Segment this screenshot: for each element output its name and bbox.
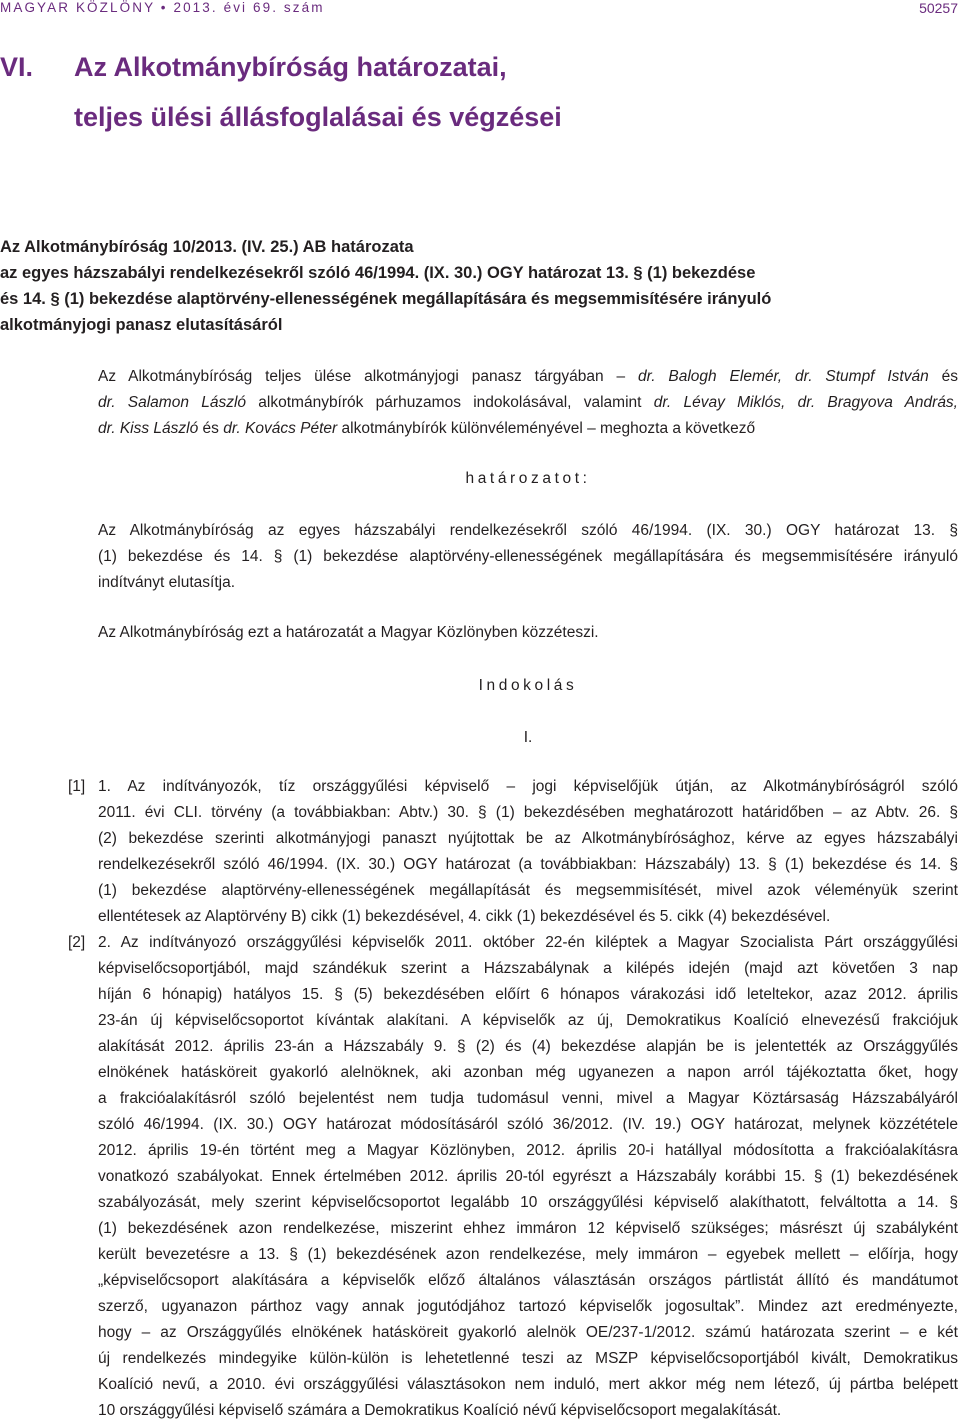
text-line: indítványt elutasítja. bbox=[98, 574, 235, 591]
judge-names: dr. Salamon László bbox=[98, 394, 247, 411]
ruling-paragraph bbox=[98, 518, 958, 596]
text-line: szerző, ugyanazon párthoz vagy annak jogutódjához tartozó képviselők jogosultak”. Mindez azt eredményezte, bbox=[98, 1298, 958, 1315]
text-run: alkotmánybírók párhuzamos indokolásával, valamint bbox=[246, 394, 654, 411]
publication-order bbox=[98, 620, 958, 646]
text-line: (1) bekezdésének azon rendelkezése, miszerint ehhez immáron 12 képviselő szükséges; másrészt új szabályként bbox=[98, 1220, 958, 1237]
text-line: 10 országgyűlési képviselő számára a Demokratikus Koalíció névű képviselőcsoport megalakítását. bbox=[98, 1402, 782, 1419]
intro-paragraph bbox=[98, 364, 958, 442]
judge-names: dr. Lévay Miklós, dr. Bragyova András, bbox=[653, 394, 958, 411]
text-line: 1. Az indítványozók, tíz országgyűlési képviselő – jogi képviselőjük útján, az Alkotmánybíróságról szóló bbox=[98, 778, 958, 795]
text-line: 23-án új képviselőcsoportot kívántak alakítani. A képviselők az új, Demokratikus Koalíció elnevezésű frakciójuk bbox=[98, 1012, 958, 1029]
text-line bbox=[98, 364, 958, 390]
reasoning-heading: Indokolás bbox=[478, 677, 578, 694]
paragraph-2 bbox=[98, 930, 958, 1424]
text-line: alakítását 2012. április 23-án a Házszabály 9. § (2) és (4) bekezdése alapján be is jelentették az Országgyűlés bbox=[98, 1038, 958, 1055]
chapter-title bbox=[74, 42, 774, 142]
text-line: (1) bekezdése alaptörvény-ellenességének megállapítását és megsemmisítését, mivel azok véleményük szerint bbox=[98, 882, 958, 899]
text-run: alkotmánybírók különvéleményével – meghozta a következő bbox=[337, 420, 756, 437]
chapter-number: VI. bbox=[0, 52, 34, 82]
judge-names: dr. Kiss László bbox=[98, 420, 199, 437]
text-line: 2. Az indítványozó országgyűlési képviselők 2011. október 22-én kiléptek a Magyar Szocialista Párt országgyűlési bbox=[98, 934, 958, 951]
chapter-title-line: Az Alkotmánybíróság határozatai, bbox=[74, 52, 507, 82]
section-number: I. bbox=[523, 729, 533, 746]
text-line: elnökének hatásköreit gyakorló alelnöknek, aki azonban még ugyanezen a napon arról tájékoztatta őket, hogy bbox=[98, 1064, 958, 1081]
decision-title bbox=[0, 234, 958, 338]
text-line: Koalíció nevű, a 2010. évi országgyűlési választásokon nem induló, mert akkor még nem létező, új pártba belépett bbox=[98, 1376, 958, 1393]
text-line: 2012. április 19-én történt meg a Magyar Közlönyben, 2012. április 20-i hatállyal módosította a frakcióalakításra bbox=[98, 1142, 958, 1159]
decision-title-line: alkotmányjogi panasz elutasításáról bbox=[0, 316, 283, 334]
text-line: vonatkozó szabályokat. Ennek értelmében 2012. április 20-tól egyrészt a Házszabály korábbi 15. § (1) bekezdésének bbox=[98, 1168, 958, 1185]
paragraph-marker: [2] bbox=[68, 934, 86, 951]
text-line bbox=[98, 390, 958, 416]
text-line: hogy – az Országgyűlés elnökének hatásköreit gyakorló alelnök OE/237-1/2012. számú határozata szerint – e két bbox=[98, 1324, 958, 1341]
text-line: híján 6 hónapig) hatályos 15. § (5) bekezdésében előírt 6 hónapos várakozási idő leteltekor, azaz 2012. április bbox=[98, 986, 958, 1003]
ruling-heading: határozatot: bbox=[465, 470, 591, 487]
text-line bbox=[98, 416, 958, 442]
decision-title-line: és 14. § (1) bekezdése alaptörvény-ellenességének megállapítására és megsemmisítésére irányuló bbox=[0, 290, 772, 308]
judge-names: dr. Kovács Péter bbox=[223, 420, 338, 437]
page-number: 50257 bbox=[919, 0, 958, 16]
text-line: ellentétesek az Alaptörvény B) cikk (1) bekezdésével, 4. cikk (1) bekezdésével és 5. cikk (4) bekezdésével. bbox=[98, 908, 831, 925]
text-line: új rendelkezés mindegyike külön-külön is lehetetlenné teszi az MSZP képviselőcsoportjából kivált, Demokratikus bbox=[98, 1350, 958, 1367]
judge-names: dr. Balogh Elemér, dr. Stumpf István bbox=[637, 368, 929, 385]
text-line: „képviselőcsoport alakítására a képviselők előző általános választásán országos pártlistát állító és mandátumot bbox=[98, 1272, 958, 1289]
decision-title-line: az egyes házszabályi rendelkezésekről szóló 46/1994. (IX. 30.) OGY határozat 13. § (1) bekezdése bbox=[0, 264, 756, 282]
text-line: a frakcióalakításról szóló bejelentést nem tudja tudomásul venni, mivel a Magyar Köztársaság Házszabályáról bbox=[98, 1090, 958, 1107]
text-run: és bbox=[198, 420, 224, 437]
text-line: szabályozását, mely szerint képviselőcsoportot legalább 10 országgyűlési képviselő alakíthatott, felváltotta a 14. § bbox=[98, 1194, 958, 1211]
chapter-title-line: teljes ülési állásfoglalásai és végzései bbox=[74, 102, 562, 132]
publication-name: MAGYAR KÖZLÖNY • 2013. évi 69. szám bbox=[0, 0, 325, 15]
text-line: (1) bekezdése és 14. § (1) bekezdése alaptörvény-ellenességének megállapítására és megsemmisítésére irányuló bbox=[98, 548, 958, 565]
text-run: Az Alkotmánybíróság teljes ülése alkotmányjogi panasz tárgyában – bbox=[98, 368, 638, 385]
text-line: Az Alkotmánybíróság az egyes házszabályi rendelkezésekről szóló 46/1994. (IX. 30.) OGY határozat 13. § bbox=[98, 522, 958, 539]
paragraph-marker: [1] bbox=[68, 778, 86, 795]
text-line: rendelkezésekről szóló 46/1994. (IX. 30.) OGY határozat (a továbbiakban: Házszabály) 13. § (1) bekezdése és 14. § bbox=[98, 856, 958, 873]
text-line: 2011. évi CLI. törvény (a továbbiakban: Abtv.) 30. § (1) bekezdésében meghatározott határidőben – az Abtv. 26. § bbox=[98, 804, 958, 821]
text-run: és bbox=[928, 368, 958, 385]
text-line: szóló 46/1994. (IX. 30.) OGY határozat módosításáról szóló 36/2012. (IV. 19.) OGY határozat, melynek közzététele bbox=[98, 1116, 958, 1133]
text-line: került bevezetésre a 13. § (1) bekezdésének azon rendelkezése, mely immáron – egyebek mellett – előírja, hogy bbox=[98, 1246, 958, 1263]
text-line: (2) bekezdése szerinti alkotmányjogi panaszt nyújtottak be az Alkotmánybírósághoz, kérve az egyes házszabályi bbox=[98, 830, 958, 847]
running-header bbox=[0, 0, 960, 20]
text-line: Az Alkotmánybíróság ezt a határozatát a Magyar Közlönyben közzéteszi. bbox=[98, 624, 599, 641]
text-line: képviselőcsoportjából, majd szándékuk szerint a Házszabálynak a kilépés idején (majd azt követően 3 nap bbox=[98, 960, 958, 977]
paragraph-1 bbox=[98, 774, 958, 930]
decision-title-line: Az Alkotmánybíróság 10/2013. (IV. 25.) AB határozata bbox=[0, 238, 414, 256]
